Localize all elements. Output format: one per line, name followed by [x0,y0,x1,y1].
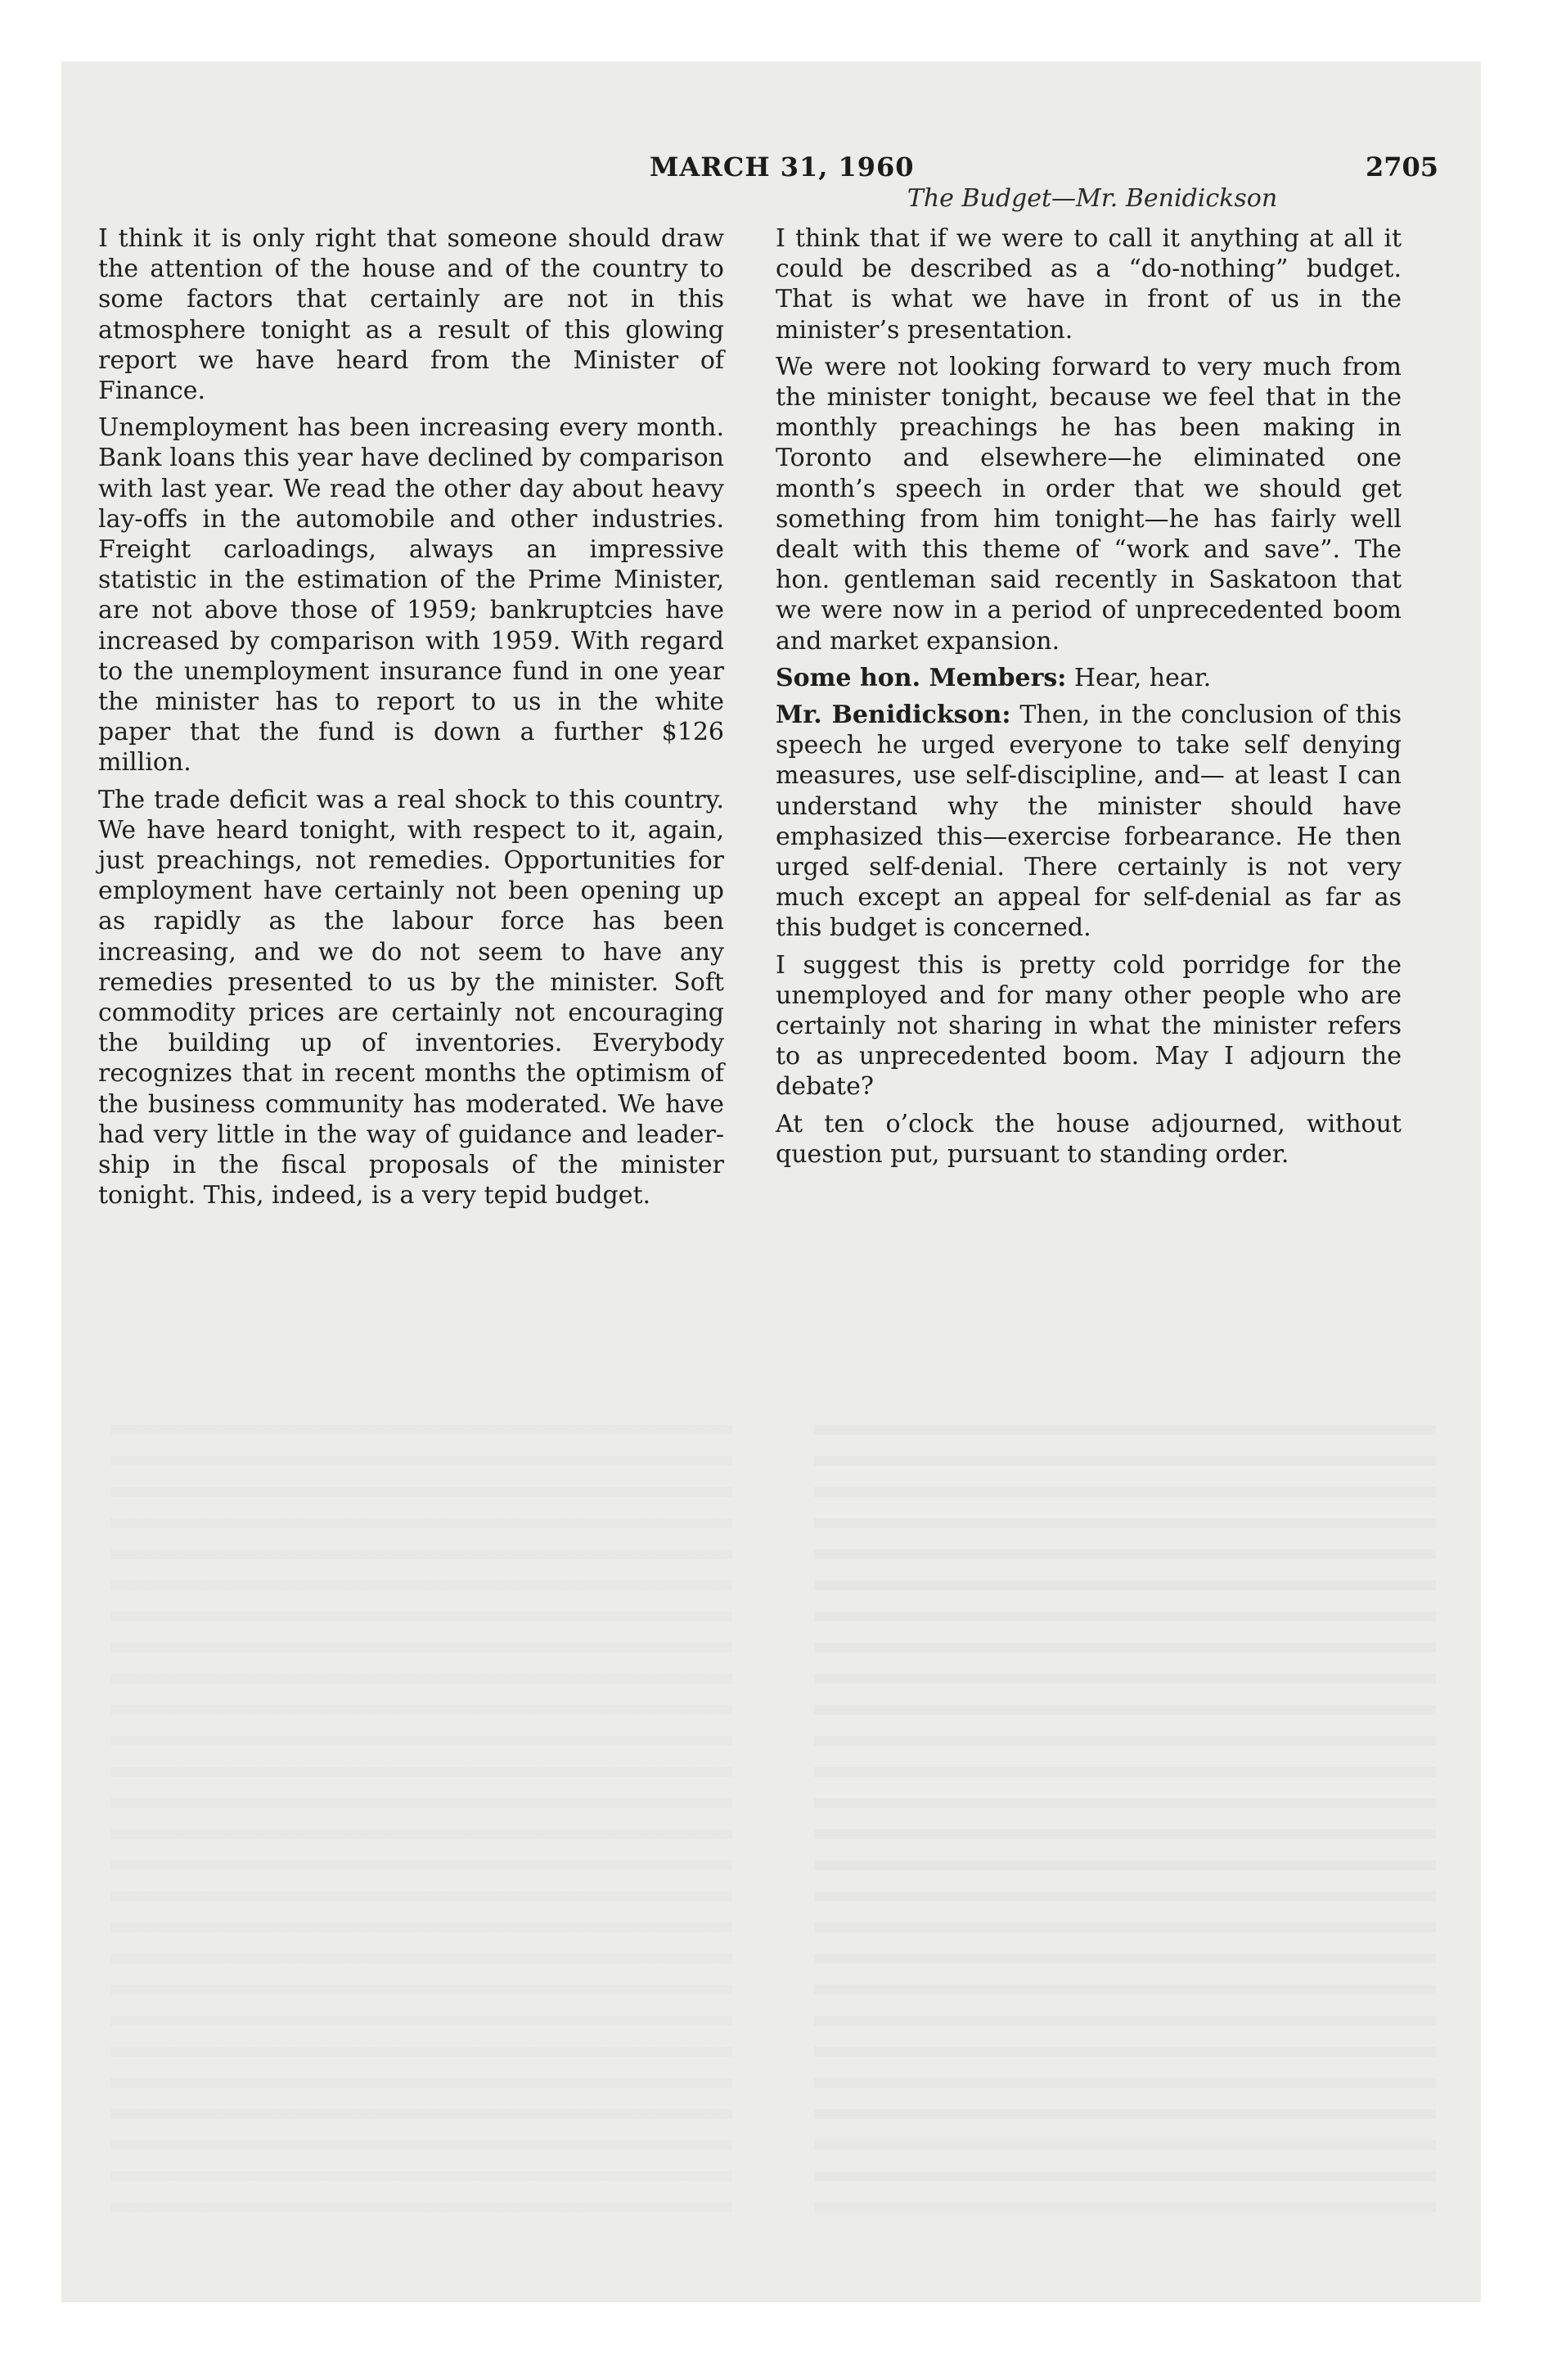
speaker-label: Some hon. Members: [776,663,1067,692]
speech-text: Hear, hear. [1066,663,1212,692]
right-paragraph-5: I suggest this is pretty cold porridge for the unemployed and for many other people who are certainly not sharing in what the minister refers to as unprecedented boom. May I adjourn the debate? [776,950,1402,1102]
right-paragraph-6: At ten o’clock the house adjourned, without question put, pursuant to standing order. [776,1109,1402,1169]
page-number: 2705 [1365,151,1438,183]
show-through-texture-left [110,1404,732,2222]
right-column [776,223,1402,1176]
right-paragraph-1: I think that if we were to call it anything at all it could be described as a “do-nothing” budget. That is what we have in front of us in the minister’s presentation. [776,224,1402,345]
left-paragraph-3: The trade deficit was a real shock to this country. We have heard tonight, with respect to it, again, just preachings, not remedies. Opportunities for employment have certainly not been opening up as rapidly as the labour force has been increasing, and we do not seem to have any remedies presented to us by the minister. Soft commodity prices are certainly not encouraging the building up of inventories. Everybody recognizes that in recent months the optimism of the business community has moderated. We have had very little in the way of guidance and leadership in the fiscal proposals of the minister tonight. This, indeed, is a very tepid budget. [98,785,724,1210]
page-date-header: MARCH 31, 1960 [650,151,915,183]
page-sheet [61,61,1481,2302]
right-paragraph-3 [776,663,1402,693]
right-paragraph-2: We were not looking forward to very much from the minister tonight, because we feel that in the monthly preachings he has been making in Toronto and elsewhere—he eliminated one month’s speech in order that we should get something from him tonight—he has fairly well dealt with this theme of “work and save”. The hon. gentleman said recently in Saskatoon that we were now in a period of unprecedented boom and market expansion. [776,352,1402,656]
left-paragraph-2: Unemployment has been increasing every month. Bank loans this year have declined by comparison with last year. We read the other day about heavy lay-offs in the automobile and other industries. Freight carloadings, always an impressive statistic in the estimation of the Prime Minister, are not above those of 1959; bankruptcies have increased by comparison with 1959. With regard to the unemployment insurance fund in one year the minister has to report to us in the white paper that the fund is down a further $126 million. [98,413,724,778]
right-paragraph-4 [776,700,1402,944]
left-paragraph-1: I think it is only right that someone should draw the attention of the house and of the country to some factors that certainly are not in this atmosphere tonight as a result of this glowing report we have heard from the Minister of Finance. [98,224,724,406]
running-head: The Budget—Mr. Benidickson [907,184,1278,213]
left-column [98,223,724,1218]
speaker-label: Mr. Benidickson: [776,701,1011,730]
speech-text: Then, in the conclusion of this speech he urged everyone to take self denying measures, use self-discipline, and— at least I can understand why the minister should have emphasized this—exercise forbearance. He then urged self-denial. There certainly is not very much except an appeal for self-denial as far as this budget is concerned. [776,701,1402,943]
show-through-texture [814,1404,1436,2222]
